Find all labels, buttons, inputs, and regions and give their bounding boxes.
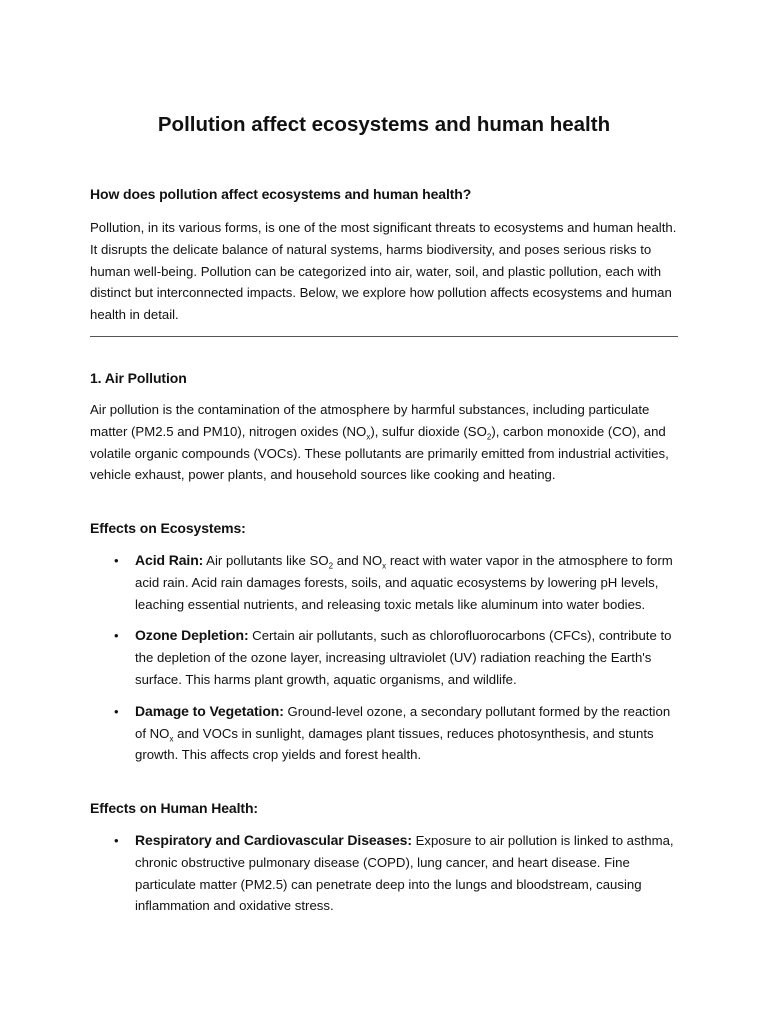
text-run: Air pollution is the contamination of the atmosphere by harmful substances, including particulate matter (PM2.5 and PM10), nitrogen oxides (NO (90, 402, 650, 439)
ecosystems-heading: Effects on Ecosystems: (90, 520, 246, 536)
list-item-ozone-depletion (90, 625, 678, 690)
section-heading-air-pollution: 1. Air Pollution (90, 370, 187, 386)
subscript: 2 (328, 561, 334, 571)
subscript: x (382, 561, 387, 571)
list-item-term: Damage to Vegetation: (135, 702, 284, 719)
text-run: Air pollutants like SO (203, 553, 329, 568)
human-health-heading: Effects on Human Health: (90, 800, 258, 816)
list-item-term: Acid Rain: (135, 552, 204, 568)
document-title: Pollution affect ecosystems and human health (157, 113, 611, 136)
text-run: Ground-level ozone, a secondary pollutant formed by the reaction of NO (135, 703, 671, 741)
question-heading: How does pollution affect ecosystems and human health? (90, 186, 472, 202)
text-run: and NO (333, 553, 383, 568)
subscript: 2 (486, 432, 492, 442)
bullet-icon: • (114, 628, 119, 644)
subscript: x (366, 432, 371, 442)
list-item-damage-to-vegetation (90, 701, 678, 766)
ecosystems-list (90, 550, 678, 776)
intro-paragraph: Pollution, in its various forms, is one of the most significant threats to ecosystems and human health. It disrupts the delicate balance of natural systems, harms biodiversity, and poses serious risks to human well-being. Pollution can be categorized into air, water, soil, and plastic pollution, each with distinct but interconnected impacts. Below, we explore how pollution affects ecosystems and human health in detail. (90, 220, 677, 323)
text-run: Certain air pollutants, such as chlorofluorocarbons (CFCs), contribute to the depletion of the ozone layer, increasing ultraviolet (UV) radiation reaching the Earth's surface. This harms plant growth, aquatic organisms, and wildlife. (135, 628, 672, 687)
subscript: x (169, 734, 174, 744)
text-run: react with water vapor in the atmosphere to form acid rain. Acid rain damages forests, soils, and aquatic ecosystems by lowering pH levels, leaching essential nutrients, and releasing toxic metals like aluminum into water bodies. (135, 553, 673, 612)
horizontal-divider (90, 336, 678, 337)
list-item-respiratory-diseases (90, 830, 678, 917)
bullet-icon: • (114, 553, 119, 568)
bullet-icon: • (114, 703, 119, 719)
list-item-term: Respiratory and Cardiovascular Diseases: (135, 832, 412, 848)
text-run: ), sulfur dioxide (SO (370, 423, 487, 439)
air-pollution-paragraph (90, 399, 678, 486)
bullet-icon: • (114, 833, 119, 848)
list-item-term: Ozone Depletion: (135, 627, 249, 644)
text-run: Exposure to air pollution is linked to asthma, chronic obstructive pulmonary disease (COPD), lung cancer, and heart disease. Fine particulate matter (PM2.5) can penetrate deep into the lungs and bloodstream, causing inflammation and oxidative stress. (135, 833, 674, 914)
list-item-acid-rain (90, 550, 678, 615)
text-run: ), carbon monoxide (CO), and volatile organic compounds (VOCs). These pollutants are primarily emitted from industrial activities, vehicle exhaust, power plants, and household sources like cooking and heating. (90, 423, 669, 483)
text-run: and VOCs in sunlight, damages plant tissues, reduces photosynthesis, and stunts growth. This affects crop yields and forest health. (135, 725, 654, 763)
human-health-list (90, 830, 678, 927)
